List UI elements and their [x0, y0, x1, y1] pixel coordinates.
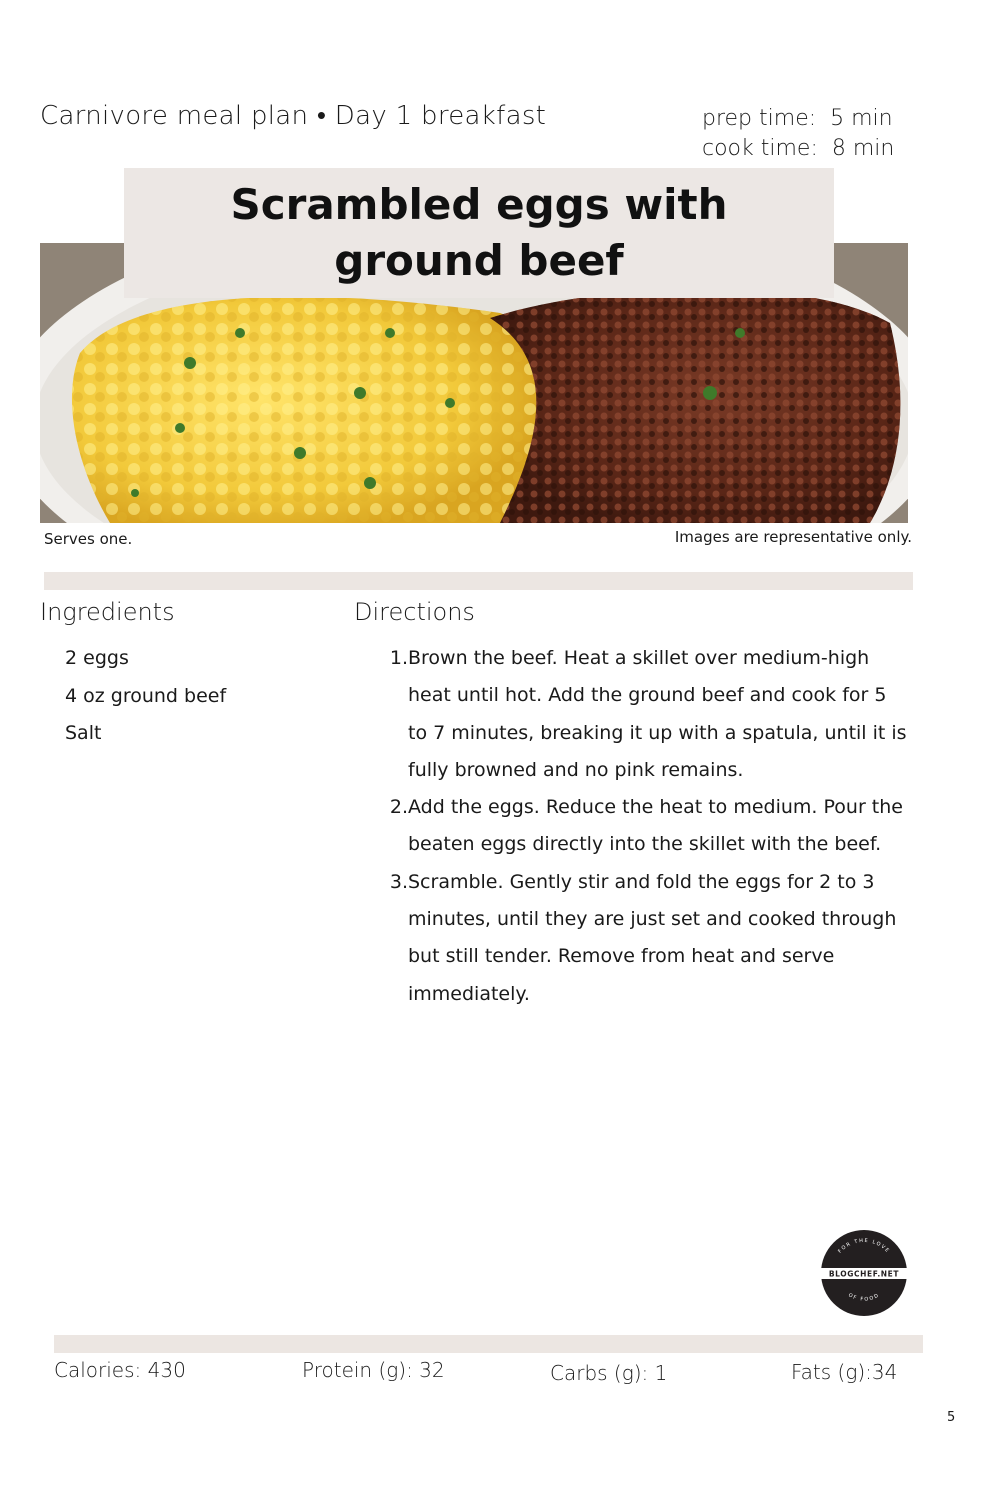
page-number: 5 — [947, 1410, 956, 1425]
direction-step — [378, 640, 908, 789]
time-info — [702, 104, 894, 164]
recipe-title: Scrambled eggs with ground beef — [230, 180, 728, 285]
serves-note: Serves one. — [44, 530, 133, 548]
step-text: Brown the beef. Heat a skillet over medium-high heat until hot. Add the ground beef and cook for 5 to 7 minutes, breaking it up with a spatula, until it is fully browned and no pink remains. — [408, 647, 907, 781]
prep-time-value: 5 min — [830, 106, 893, 131]
logo-top-text: FOR THE LOVE — [837, 1237, 891, 1255]
calories: Calories: 430 — [54, 1358, 186, 1382]
logo-name: BLOGCHEF.NET — [828, 1269, 900, 1279]
carbs: Carbs (g): 1 — [550, 1361, 668, 1385]
step-number: 3. — [389, 870, 408, 893]
recipe-title-box — [124, 168, 834, 298]
blogchef-logo — [819, 1228, 909, 1318]
fats: Fats (g):34 — [791, 1360, 898, 1384]
directions-list — [378, 640, 908, 1013]
logo-bottom-text: OF FOOD — [847, 1292, 881, 1303]
protein: Protein (g): 32 — [302, 1358, 445, 1382]
cook-time — [702, 134, 894, 164]
nutrition-divider-bar — [54, 1335, 923, 1353]
ingredient-item: Salt — [65, 722, 102, 744]
plan-title: Carnivore meal plan • Day 1 breakfast — [40, 101, 547, 131]
step-number: 2. — [389, 796, 408, 819]
direction-step — [378, 789, 908, 864]
prep-time-label: prep time: — [702, 106, 817, 131]
ingredients-list — [65, 640, 226, 753]
prep-time — [702, 104, 894, 134]
cook-time-label: cook time: — [702, 136, 818, 161]
divider-bar — [44, 572, 913, 590]
directions-heading: Directions — [354, 598, 475, 626]
step-text: Scramble. Gently stir and fold the eggs for 2 to 3 minutes, until they are just set and cooked through but still tender. Remove from heat and serve immediately. — [408, 870, 897, 1005]
ingredient-item: 4 oz ground beef — [65, 684, 227, 707]
ingredient-item: 2 eggs — [65, 647, 129, 669]
logo-icon — [819, 1228, 909, 1318]
ingredients-heading: Ingredients — [40, 598, 175, 626]
image-disclaimer: Images are representative only. — [674, 528, 912, 546]
direction-step — [378, 864, 908, 1013]
step-number: 1. — [389, 647, 408, 669]
cook-time-value: 8 min — [831, 136, 895, 161]
step-text: Add the eggs. Reduce the heat to medium. Pour the beaten eggs directly into the skillet with the beef. — [408, 796, 903, 856]
